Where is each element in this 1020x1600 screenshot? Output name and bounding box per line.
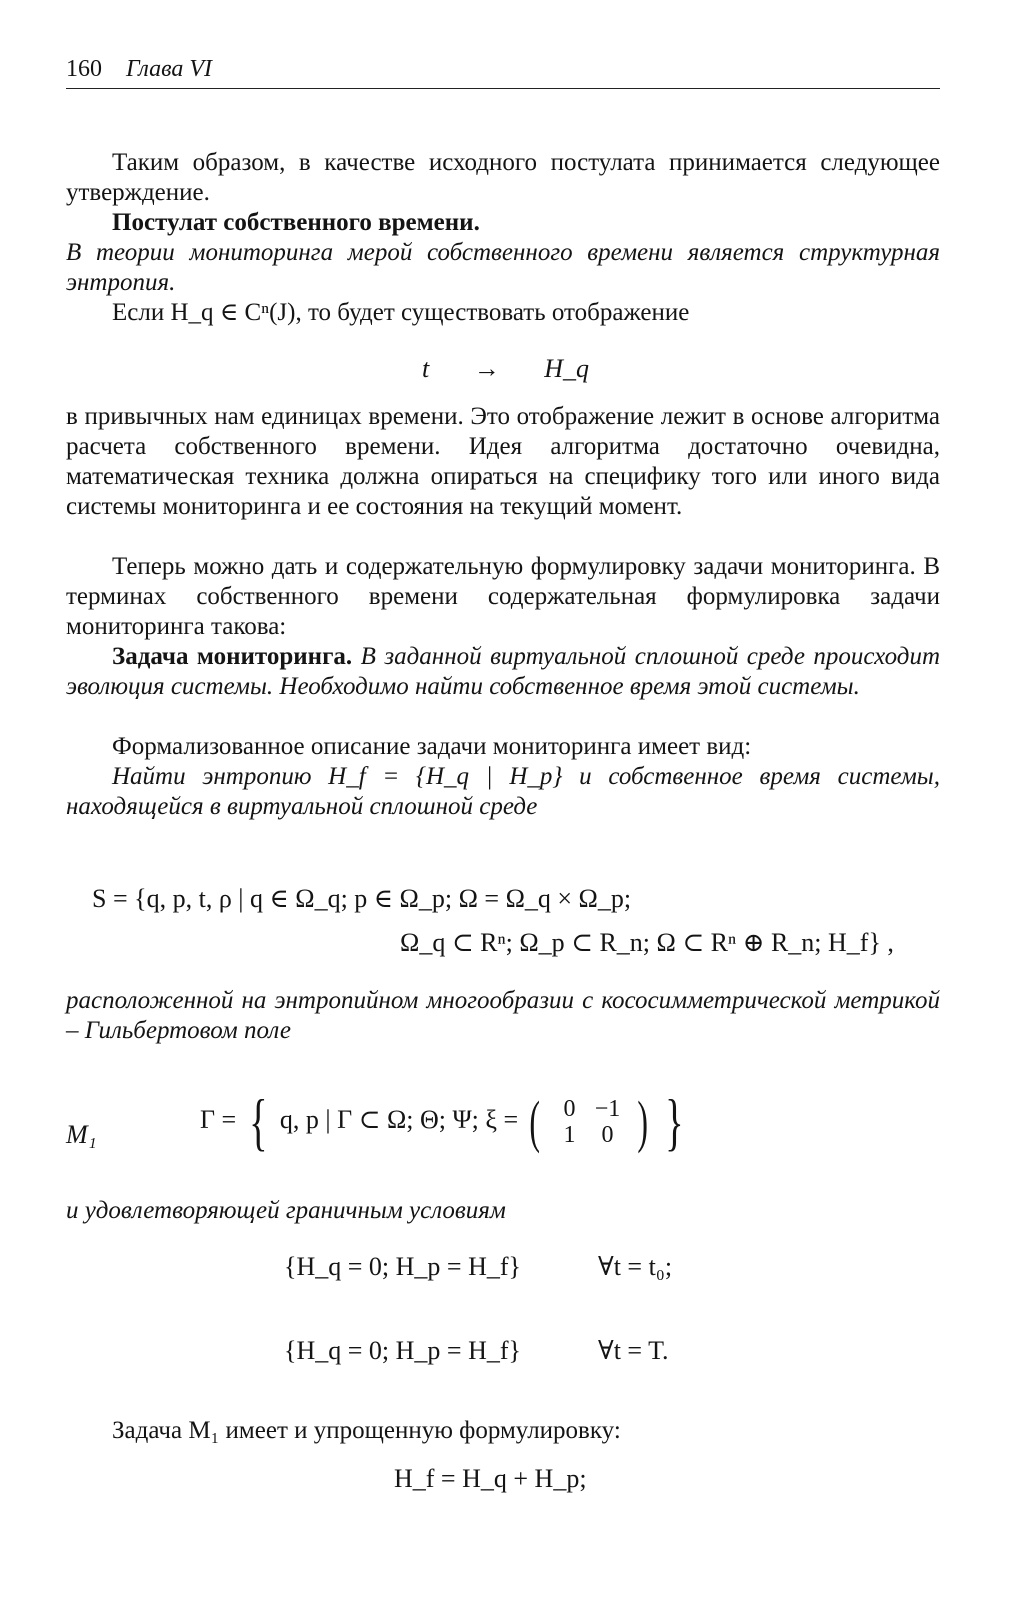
page-number: 160 — [66, 56, 102, 82]
mapping-left: t — [422, 354, 430, 383]
running-header — [66, 56, 212, 83]
paragraph-manifold: расположенной на энтропийном многообразии с кососимметрической метрикой – Гильбертовом поле — [66, 987, 940, 1044]
paragraph-simplified: Задача M₁ имеет и упрощенную формулировку: — [112, 1417, 621, 1444]
boundary-condition-1: {H_q = 0; H_p = H_f} — [284, 1252, 521, 1281]
header-rule — [66, 88, 940, 89]
matrix-cell: 0 — [563, 1096, 576, 1122]
matrix-cell: 1 — [563, 1122, 576, 1148]
postulate-title: Постулат собственного времени. — [112, 209, 480, 236]
equation-last: H_f = H_q + H_p; — [394, 1464, 587, 1493]
mapping-intro-text: Если H_q ∈ Cⁿ(J), то будет существовать отображение — [112, 299, 690, 326]
matrix-cell: 0 — [601, 1122, 614, 1148]
paragraph-formal: Формализованное описание задачи мониторинга имеет вид: — [112, 733, 752, 760]
mapping-arrow: → — [473, 354, 500, 383]
paragraph-boundary: и удовлетворяющей граничным условиям — [66, 1197, 506, 1224]
matrix-cell: −1 — [594, 1096, 621, 1122]
equation-M1: Γ = { q, p | Γ ⊂ Ω; Θ; Ψ; ξ = ( 0 −1 1 0 ) } — [200, 1086, 684, 1157]
mapping-right: H_q — [544, 354, 590, 383]
paragraph-find-entropy: Найти энтропию H_f = {H_q | H_p} и собственное время системы, находящейся в виртуальной сплошной среде — [66, 763, 940, 820]
equation-S-line1: S = {q, p, t, ρ | q ∈ Ω_q; p ∈ Ω_p; Ω = Ω_q × Ω_p; — [92, 884, 632, 913]
postulate-text: В теории мониторинга мерой собственного времени является структурная энтропия. — [66, 239, 940, 296]
paragraph-algorithm: в привычных нам единицах времени. Это отображение лежит в основе алгоритма расчета собственного времени. Идея алгоритма достаточно очевидна, математическая техника должна опираться на специфику того или иного вида системы мониторинга и ее состояния на текущий момент. — [66, 403, 940, 520]
task-text: В заданной виртуальной сплошной среде происходит эволюция системы. Необходимо найти собственное время этой системы. — [66, 643, 941, 700]
paragraph-intro: Таким образом, в качестве исходного постулата принимается следующее утверждение. — [66, 149, 940, 206]
equation-label-M1 — [66, 1120, 97, 1150]
mapping-formula — [422, 354, 589, 384]
paragraph-formulation: Теперь можно дать и содержательную формулировку задачи мониторинга. В терминах собственного времени содержательная формулировка задачи мониторинга такова: — [66, 553, 940, 640]
boundary-quant-2: ∀t = T. — [598, 1336, 669, 1365]
task-title: Задача мониторинга. — [112, 643, 353, 670]
postulate-block — [66, 208, 940, 298]
boundary-condition-2: {H_q = 0; H_p = H_f} — [284, 1336, 521, 1365]
xi-matrix — [550, 1096, 626, 1148]
paragraph-mapping-intro — [66, 298, 940, 328]
equation-S-line2: Ω_q ⊂ Rⁿ; Ω_p ⊂ R_n; Ω ⊂ Rⁿ ⊕ R_n; H_f} , — [400, 928, 894, 957]
boundary-quant-1: ∀t = t₀; — [598, 1252, 673, 1281]
chapter-title: Глава VI — [126, 56, 213, 82]
task-block — [66, 642, 940, 702]
m1-label: M₁ — [66, 1120, 97, 1149]
